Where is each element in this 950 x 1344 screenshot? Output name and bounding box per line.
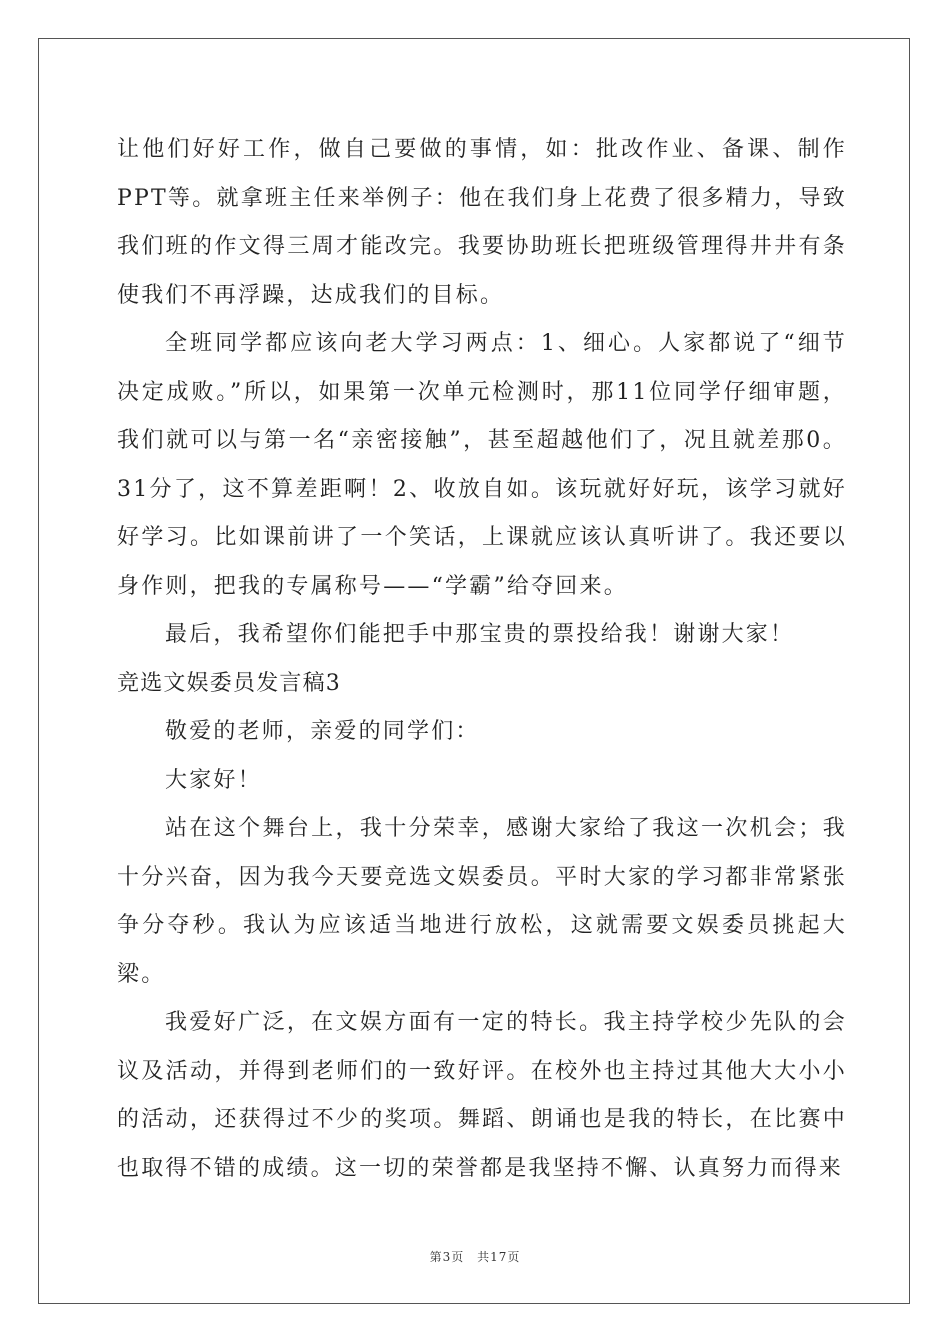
section-title: 竞选文娱委员发言稿3 [117,670,341,696]
body-paragraph: 站在这个舞台上，我十分荣幸，感谢大家给了我这一次机会；我十分兴奋，因为我今天要竞选文娱委员。平时大家的学习都非常紧张争分夺秒。我认为应该适当地进行放松，这就需要文娱委员挑起大梁。 [117,816,847,987]
body-paragraph: 让他们好好工作，做自己要做的事情，如：批改作业、备课、制作PPT等。就拿班主任来举例子：他在我们身上花费了很多精力，导致我们班的作文得三周才能改完。我要协助班长把班级管理得井井有条使我们不再浮躁，达成我们的目标。 [117,137,847,308]
document-body [117,126,847,1193]
body-paragraph: 全班同学都应该向老大学习两点：1、细心。人家都说了“细节决定成败。”所以，如果第一次单元检测时，那11位同学仔细审题，我们就可以与第一名“亲密接触”，甚至超越他们了，况且就差那0。31分了，这不算差距啊！2、收放自如。该玩就好好玩，该学习就好好学习。比如课前讲了一个笑话，上课就应该认真听讲了。我还要以身作则，把我的专属称号——“学霸”给夺回来。 [117,331,847,599]
salutation: 敬爱的老师，亲爱的同学们： [165,719,480,744]
page-total: 共17页 [477,1250,521,1264]
greeting: 大家好！ [165,767,262,793]
page-number: 第3页 [429,1250,465,1264]
body-paragraph: 我爱好广泛，在文娱方面有一定的特长。我主持学校少先队的会议及活动，并得到老师们的一致好评。在校外也主持过其他大大小小的活动，还获得过不少的奖项。舞蹈、朗诵也是我的特长，在比赛中也取得不错的成绩。这一切的荣誉都是我坚持不懈、认真努力而得来 [117,1010,847,1181]
page-footer [0,1248,950,1265]
body-paragraph: 最后，我希望你们能把手中那宝贵的票投给我！谢谢大家！ [165,622,795,647]
